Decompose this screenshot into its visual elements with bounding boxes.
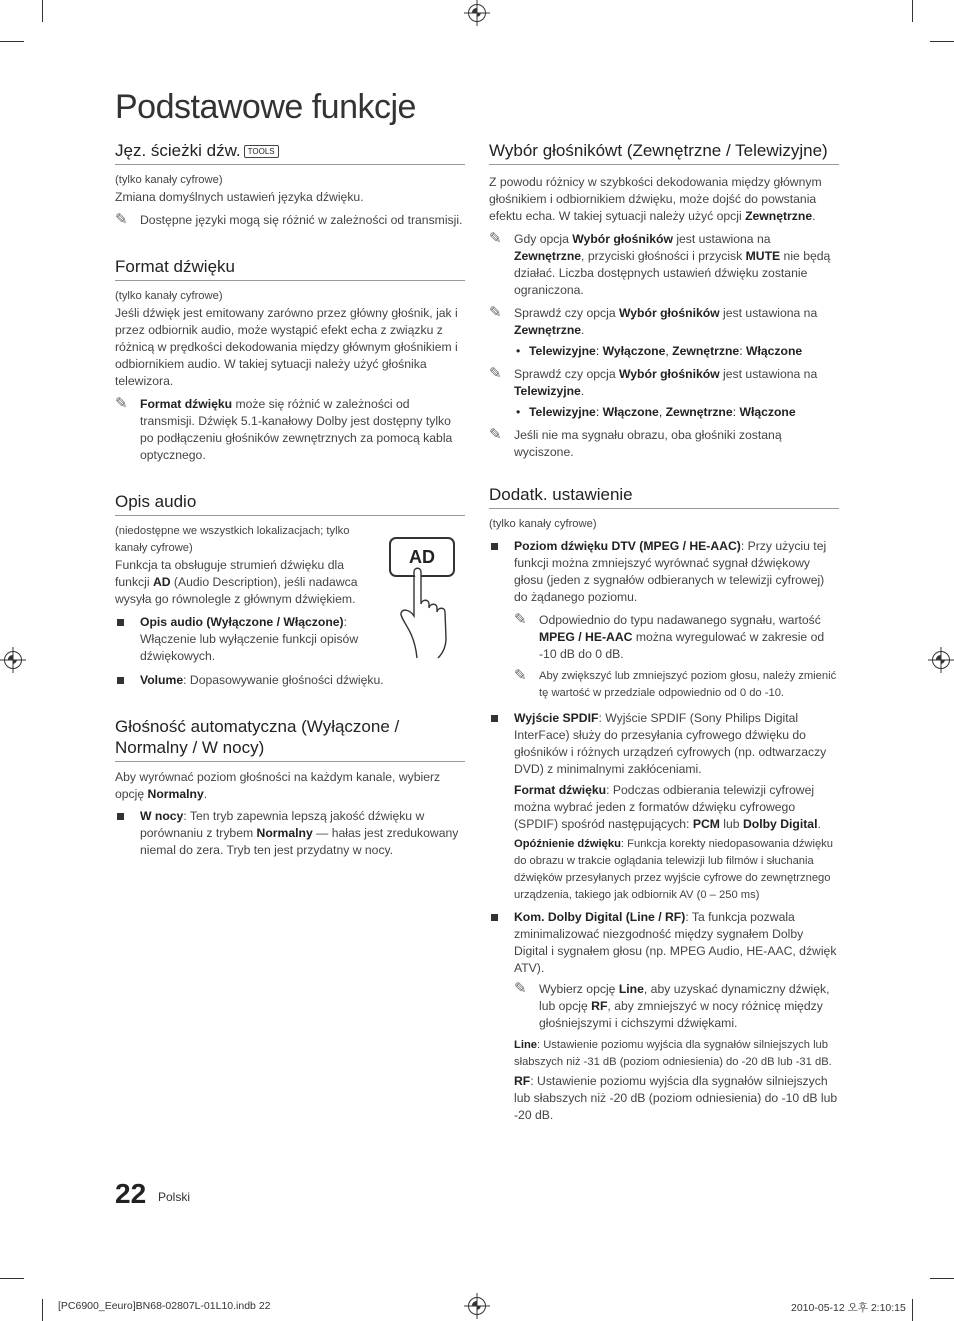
footer-date: 2010-05-12 오후 2:10:15: [791, 1302, 906, 1314]
pencil-icon: ✎: [489, 230, 502, 247]
page-title: Podstawowe funkcje: [115, 88, 416, 126]
list-item: Opis audio (Wyłączone / Włączone): Włączenie lub wyłączenie funkcji opisów dźwiękowych.: [115, 614, 365, 665]
tools-icon: TOOLS: [244, 145, 279, 158]
list-item: • Telewizyjne: Wyłączone, Zewnętrzne: Włączone: [514, 343, 839, 360]
list-item: W nocy: Ten tryb zapewnia lepszą jakość dźwięku w porównaniu z trybem Normalny — hałas jest zredukowany niemal do zera. Tryb ten jest przydatny w nocy.: [115, 808, 465, 859]
ad-button-illustration: AD: [389, 537, 455, 577]
section-note: (tylko kanały cyfrowe): [115, 290, 223, 302]
section-text: Line: Ustawienie poziomu wyjścia dla sygnałów silniejszych lub słabszych niż -31 dB (poziom odniesienia) do -20 dB lub -31 dB.: [514, 1039, 832, 1068]
crosshair-icon: [932, 651, 950, 669]
section-note: (niedostępne we wszystkich lokalizacjach; tylko kanały cyfrowe): [115, 525, 350, 554]
section-text: RF: Ustawienie poziomu wyjścia dla sygnałów silniejszych lub słabszych niż -20 dB (poziom odniesienia) do -10 dB lub -20 dB.: [514, 1074, 838, 1122]
list-item: Volume: Dopasowywanie głośności dźwięku.: [115, 672, 465, 689]
note: ✎ Format dźwięku może się różnić w zależności od transmisji. Dźwięk 5.1-kanałowy Dolby jest dostępny tylko po podłączeniu głośników zewnętrznych za pomocą kabla optycznego.: [115, 395, 453, 462]
section-heading: Wybór głośnikówt (Zewnętrzne / Telewizyjne): [489, 140, 839, 165]
footer-file: [PC6900_Eeuro]BN68-02807L-01L10.indb 22: [58, 1300, 271, 1312]
crop-mark: [930, 1278, 954, 1279]
list-item: Poziom dźwięku DTV (MPEG / HE-AAC): Przy użyciu tej funkcji można zmniejszyć wyrównać sygnał dźwiękowy głosu (jeden z sygnałów odbieranych w telewizji cyfrowej) do żądanego poziomu.: [489, 538, 839, 606]
section-text: Aby wyrównać poziom głośności na każdym kanale, wybierz opcję Normalny.: [115, 770, 441, 801]
pencil-icon: ✎: [514, 611, 527, 628]
section-note: (tylko kanały cyfrowe): [115, 174, 223, 186]
section-heading: Jęz. ścieżki dźw. TOOLS: [115, 140, 465, 165]
section-heading: Dodatk. ustawienie: [489, 484, 839, 509]
section-heading: Format dźwięku: [115, 256, 465, 281]
list-item: Wyjście SPDIF: Wyjście SPDIF (Sony Philips Digital InterFace) służy do przesyłania cyfrowego dźwięku do głośników i różnych urządzeń cyfrowych (np. odtwarzaczy DVD) z minimalnymi zakłóceniami.: [489, 710, 839, 778]
section-text: Funkcja ta obsługuje strumień dźwięku dla funkcji AD (Audio Description), jeśli nadawca wysyła go równolegle z głównym dźwiękiem.: [115, 558, 358, 606]
note: ✎ Gdy opcja Wybór głośników jest ustawiona na Zewnętrzne, przyciski głośności i przycisk MUTE nie będą działać. Liczba dostępnych ustawień dźwięku zostanie ograniczona.: [489, 230, 831, 297]
pencil-icon: ✎: [489, 304, 502, 321]
note: ✎ Jeśli nie ma sygnału obrazu, oba głośniki zostaną wyciszone.: [489, 426, 782, 459]
hand-pointer-icon: [392, 566, 467, 661]
section-note: (tylko kanały cyfrowe): [489, 518, 597, 530]
note: ✎ Odpowiednio do typu nadawanego sygnału, wartość MPEG / HE-AAC można wyregulować w zakresie od -10 dB do 0 dB.: [514, 611, 825, 661]
list-item: • Telewizyjne: Włączone, Zewnętrzne: Włączone: [514, 404, 839, 421]
note: ✎ Sprawdź czy opcja Wybór głośników jest ustawiona na Telewizyjne.: [489, 365, 818, 398]
section-text: Z powodu różnicy w szybkości dekodowania między głównym głośnikiem i odbiornikiem dźwięku, może dojść do powstania efektu echa. W takiej sytuacji należy użyć opcji Zewnętrzne.: [489, 175, 822, 223]
pencil-icon: ✎: [514, 980, 527, 997]
page-number: 22: [115, 1178, 147, 1209]
right-column: [489, 140, 839, 1124]
section-text: Zmiana domyślnych ustawień języka dźwięku.: [115, 190, 364, 204]
language-label: Polski: [158, 1190, 191, 1204]
left-column: [115, 140, 465, 859]
crop-mark: [42, 1299, 43, 1321]
crop-mark: [912, 1299, 913, 1321]
pencil-icon: ✎: [489, 365, 502, 382]
note: ✎ Aby zwiększyć lub zmniejszyć poziom głosu, należy zmienić tę wartość w przedziale odpowiednio od 0 do -10.: [514, 667, 837, 699]
note: ✎ Dostępne języki mogą się różnić w zależności od transmisji.: [115, 211, 463, 228]
crop-mark: [0, 1278, 24, 1279]
pencil-icon: ✎: [115, 211, 128, 228]
crop-mark: [912, 0, 913, 22]
section-text: Format dźwięku: Podczas odbierania telewizji cyfrowej można wybrać jeden z formatów dźwięku cyfrowego (SPDIF) spośród następujących: PCM lub Dolby Digital.: [514, 783, 821, 831]
pencil-icon: ✎: [489, 426, 502, 443]
note: ✎ Sprawdź czy opcja Wybór głośników jest ustawiona na Zewnętrzne.: [489, 304, 818, 337]
section-text: Opóźnienie dźwięku: Funkcja korekty niedopasowania dźwięku do obrazu w trakcie oglądania telewizji lub filmów i słuchania dźwięków przesyłanych przez wyjście cyfrowe do zewnętrznego urządzenia, takiego jak odbiornik AV (0 – 250 ms): [514, 838, 833, 901]
section-heading: Głośność automatyczna (Wyłączone / Normalny / W nocy): [115, 716, 465, 762]
crop-mark: [930, 41, 954, 42]
section-heading: Opis audio: [115, 491, 465, 516]
crosshair-icon: [4, 651, 22, 669]
crop-mark: [42, 0, 43, 22]
section-text: Jeśli dźwięk jest emitowany zarówno przez główny głośnik, jak i przez odbiornik audio, może wystąpić efekt echa z związku z różnicą w prędkości dekodowania między głównym głośnikiem i odbiornikiem audio. W takiej sytuacji należy użyć głośnika telewizora.: [115, 306, 458, 388]
crosshair-icon: [468, 4, 486, 22]
list-item: Kom. Dolby Digital (Line / RF): Ta funkcja pozwala zminimalizować niezgodność między sygnałem Dolby Digital i sygnałem głosu (np. MPEG Audio, HE-AAC, dźwięk ATV).: [489, 909, 839, 977]
crosshair-icon: [468, 1297, 486, 1315]
pencil-icon: ✎: [514, 667, 527, 684]
crop-mark: [0, 41, 24, 42]
pencil-icon: ✎: [115, 395, 128, 412]
note: ✎ Wybierz opcję Line, aby uzyskać dynamiczny dźwięk, lub opcję RF, aby zmniejszyć w nocy różnicę między głośniejszymi i cichszymi dźwiękami.: [514, 980, 830, 1030]
